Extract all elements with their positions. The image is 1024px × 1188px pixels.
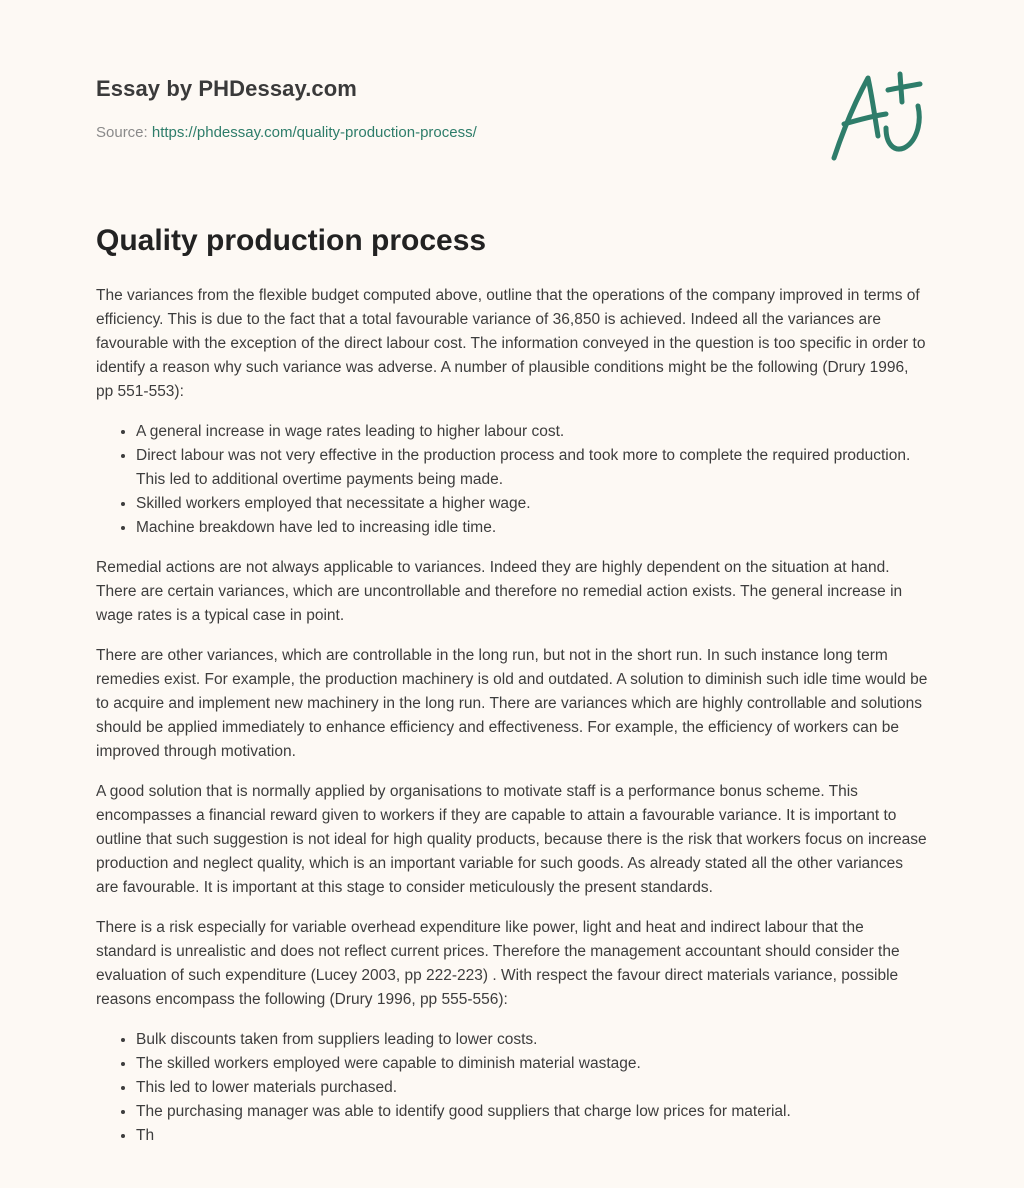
- bullet-list-1: [96, 420, 928, 540]
- list-item: • The skilled workers employed were capable to diminish material wastage.: [136, 1052, 928, 1076]
- list-item: • Th: [136, 1124, 928, 1148]
- paragraph-4: A good solution that is normally applied by organisations to motivate staff is a performance bonus scheme. This encompasses a financial reward given to workers if they are capable to attain a favourable variance. It is important to outline that such suggestion is not ideal for high quality products, because there is the risk that workers focus on increase production and neglect quality, which is an important variable for such goods. As already stated all the other variances are favourable. It is important at this stage to consider meticulously the present standards.: [96, 783, 927, 896]
- a-plus-logo-icon: [828, 66, 930, 166]
- paragraph-2: Remedial actions are not always applicable to variances. Indeed they are highly dependent on the situation at hand. There are certain variances, which are uncontrollable and therefore no remedial action exists. The general increase in wage rates is a typical case in point.: [96, 559, 903, 624]
- essay-title: Quality production process: [96, 224, 487, 257]
- brand-title: Essay by PHDessay.com: [96, 76, 357, 101]
- list-item: • A general increase in wage rates leading to higher labour cost.: [136, 420, 928, 444]
- list-item: • The purchasing manager was able to identify good suppliers that charge low prices for material.: [136, 1100, 928, 1124]
- paragraph-3: There are other variances, which are controllable in the long run, but not in the short run. In such instance long term remedies exist. For example, the production machinery is old and outdated. A solution to diminish such idle time would be to acquire and implement new machinery in the long run. There are variances which are highly controllable and solutions should be applied immediately to enhance efficiency and effectiveness. For example, the efficiency of workers can be improved through motivation.: [96, 647, 928, 760]
- page-header: [96, 0, 928, 180]
- essay-body: [96, 284, 928, 1164]
- source-label: Source:: [96, 124, 152, 141]
- paragraph-5: There is a risk especially for variable overhead expenditure like power, light and heat and indirect labour that the standard is unrealistic and does not reflect current prices. Therefore the management accountant should consider the evaluation of such expenditure (Lucey 2003, pp 222-223) . With respect the favour direct materials variance, possible reasons encompass the following (Drury 1996, pp 555-556):: [96, 919, 900, 1008]
- source-line: [96, 124, 477, 141]
- bullet-list-2: [96, 1028, 928, 1148]
- list-item: • This led to lower materials purchased.: [136, 1076, 928, 1100]
- list-item: • Direct labour was not very effective in the production process and took more to complete the required production. This led to additional overtime payments being made.: [136, 444, 928, 492]
- list-item: • Machine breakdown have led to increasing idle time.: [136, 516, 928, 540]
- list-item: • Skilled workers employed that necessitate a higher wage.: [136, 492, 928, 516]
- list-item: • Bulk discounts taken from suppliers leading to lower costs.: [136, 1028, 928, 1052]
- paragraph-1: The variances from the flexible budget computed above, outline that the operations of the company improved in terms of efficiency. This is due to the fact that a total favourable variance of 36,850 is achieved. Indeed all the variances are favourable with the exception of the direct labour cost. The information conveyed in the question is too specific in order to identify a reason why such variance was adverse. A number of plausible conditions might be the following (Drury 1996, pp 551-553):: [96, 287, 926, 400]
- source-link[interactable]: https://phdessay.com/quality-production-process/: [151, 124, 477, 141]
